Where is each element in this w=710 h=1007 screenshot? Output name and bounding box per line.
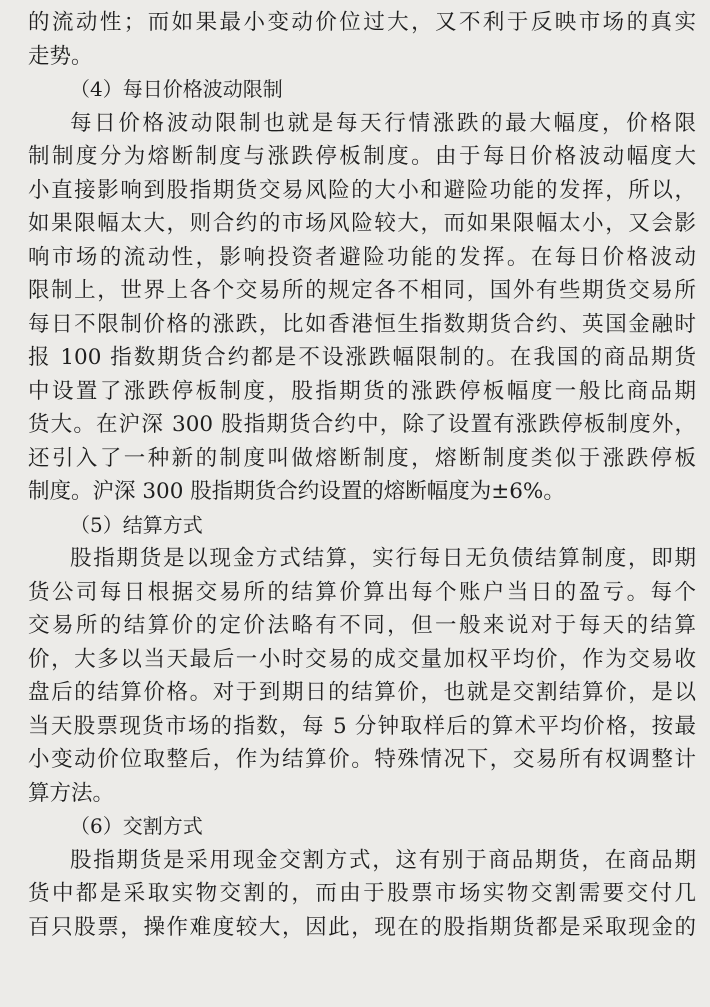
- section-heading: （6）交割方式: [70, 814, 203, 838]
- text-line: 还引入了一种新的制度叫做熔断制度，熔断制度类似于涨跌停板: [28, 445, 696, 471]
- text-line: 当天股票现货市场的指数，每 5 分钟取样后的算术平均价格，按最: [28, 713, 696, 739]
- text-line: 小直接影响到股指期货交易风险的大小和避险功能的发挥，所以，: [28, 177, 696, 203]
- text-line: 走势。: [28, 43, 93, 69]
- text-line: 限制上，世界上各个交易所的规定各不相同，国外有些期货交易所: [28, 278, 696, 303]
- text-line: 股指期货是采用现金交割方式，这有别于商品期货，在商品期: [70, 847, 696, 873]
- text-line: 股指期货是以现金方式结算，实行每日无负债结算制度，即期: [70, 546, 696, 571]
- text-line: 报 100 指数期货合约都是不设涨跌幅限制的。在我国的商品期货: [28, 345, 696, 370]
- text-line: 制制度分为熔断制度与涨跌停板制度。由于每日价格波动幅度大: [28, 144, 696, 169]
- text-line: 盘后的结算价格。对于到期日的结算价，也就是交割结算价，是以: [28, 680, 696, 705]
- text-line: 算方法。: [28, 780, 115, 806]
- text-line: 价，大多以当天最后一小时交易的成交量加权平均价，作为交易收: [28, 646, 696, 672]
- text-line: 货公司每日根据交易所的结算价算出每个账户当日的盈亏。每个: [28, 579, 696, 605]
- text-line: 的流动性；而如果最小变动价位过大，又不利于反映市场的真实: [28, 10, 696, 35]
- text-line: 响市场的流动性，影响投资者避险功能的发挥。在每日价格波动: [28, 244, 696, 270]
- text-line: 如果限幅太大，则合约的市场风险较大，而如果限幅太小，又会影: [28, 211, 696, 236]
- text-line: 小变动价位取整后，作为结算价。特殊情况下，交易所有权调整计: [28, 747, 696, 772]
- text-line: 货中都是采取实物交割的，而由于股票市场实物交割需要交付几: [28, 881, 696, 906]
- text-line: 货大。在沪深 300 股指期货合约中，除了设置有涨跌停板制度外，: [28, 412, 696, 437]
- section-heading: （5）结算方式: [70, 512, 203, 537]
- text-line: 交易所的结算价的定价法略有不同，但一般来说对于每天的结算: [28, 613, 696, 638]
- section-heading: （4）每日价格波动限制: [70, 77, 283, 101]
- text-line: 百只股票，操作难度较大，因此，现在的股指期货都是采取现金的: [28, 914, 696, 940]
- text-line: 制度。沪深 300 股指期货合约设置的熔断幅度为±6%。: [28, 479, 565, 504]
- text-line: 中设置了涨跌停板制度，股指期货的涨跌停板幅度一般比商品期: [28, 378, 696, 404]
- text-line: 每日价格波动限制也就是每天行情涨跌的最大幅度，价格限: [70, 110, 696, 136]
- text-line: 每日不限制价格的涨跌，比如香港恒生指数期货合约、英国金融时: [28, 311, 696, 337]
